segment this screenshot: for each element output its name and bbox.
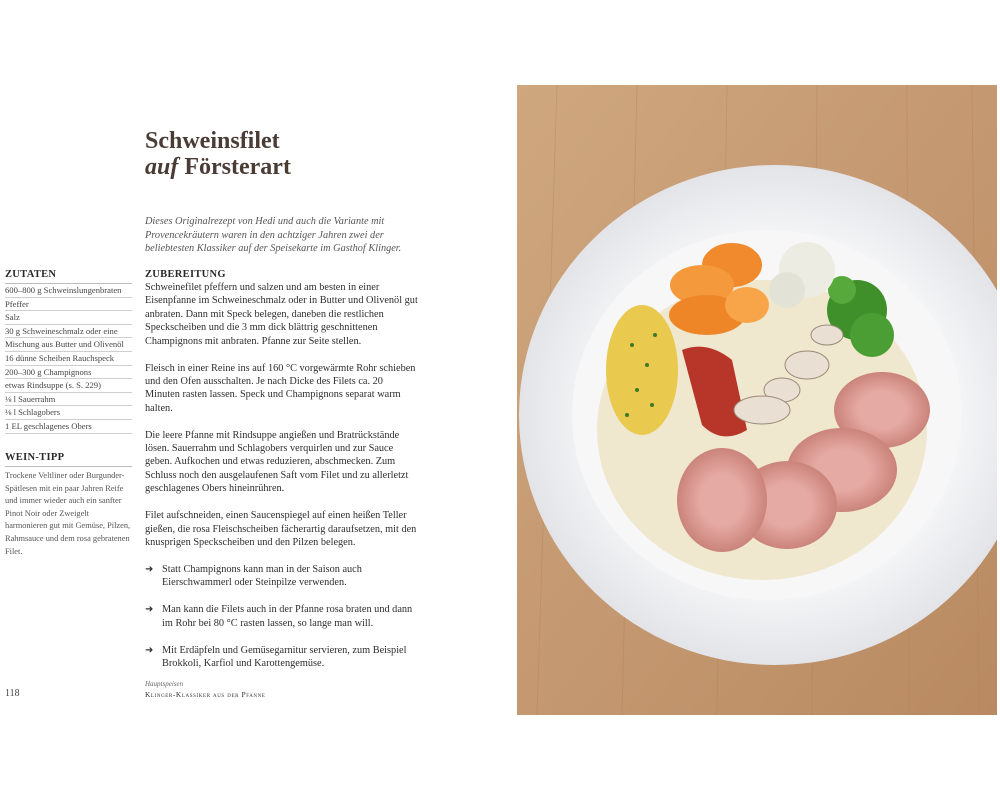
tip-item xyxy=(145,563,420,590)
ingredients-box xyxy=(5,269,132,434)
preparation-step: Die leere Pfanne mit Rindsuppe angießen und Bratrückstände lösen. Sauerrahm und Schlagobers verquirlen und zur Sauce geben. Aufkochen und etwas reduzieren, abschmecken. Zum Schluss noch den ausgelaufenen Saft vom Filet und zu allerletzt geschlagenes Obers hineinrühren. xyxy=(145,429,409,495)
ingredient-item: 16 dünne Scheiben Rauchspeck xyxy=(5,352,132,366)
ingredient-item: 1 EL geschlagenes Obers xyxy=(5,420,132,434)
tips-list xyxy=(145,563,420,670)
ingredient-item: 30 g Schweineschmalz oder eine xyxy=(5,325,132,339)
page-number: 118 xyxy=(5,688,20,699)
ingredient-item: Pfeffer xyxy=(5,298,132,312)
title-italic-word: auf xyxy=(145,154,179,180)
ingredient-item: ⅛ l Schlagobers xyxy=(5,406,132,420)
running-footer xyxy=(145,680,266,700)
preparation-step: Filet aufschneiden, einen Saucenspiegel auf einen heißen Teller gießen, die rosa Fleischscheiben fächerartig daraufsetzen, mit den knusprigen Speckscheiben und den Pilzen belegen. xyxy=(145,510,417,548)
tip-text: Statt Champignons kann man in der Saison auch Eierschwammerl oder Steinpilze verwenden. xyxy=(162,563,362,589)
ingredients-list xyxy=(5,284,132,434)
arrow-right-icon: ➜ xyxy=(145,563,154,575)
wine-tip-text: Trockene Veltliner oder Burgunder-Spätlesen mit ein paar Jahren Reife und immer wieder auch ein sanfter Pinot Noir oder Zweigelt harmonieren gut mit Gemüse, Pilzen, Rahmsauce und dem rosa gebratenen Filet. xyxy=(5,471,131,556)
tip-text: Mit Erdäpfeln und Gemüsegarnitur servieren, zum Beispiel Brokkoli, Karfiol und Karottengemüse. xyxy=(162,644,407,669)
parsley-potato xyxy=(606,305,678,435)
tip-item xyxy=(145,644,420,671)
wine-tip-heading: WEIN-TIPP xyxy=(5,452,132,467)
preparation-step: Fleisch in einer Reine ins auf 160 °C vorgewärmte Rohr schieben und den Ofen ausschalten. Je nach Dicke des Filets ca. 20 Minuten rasten lassen. Speck und Champignons separat warm halten. xyxy=(145,362,416,414)
tip-item xyxy=(145,603,420,630)
ingredient-item: Mischung aus Butter und Olivenöl xyxy=(5,338,132,352)
tip-text: Man kann die Filets auch in der Pfanne rosa braten und dann im Rohr bei 80 °C rasten lassen, so lange man will. xyxy=(162,604,413,629)
wine-tip-box xyxy=(5,452,132,558)
preparation-section xyxy=(145,269,420,684)
ingredient-item: Salz xyxy=(5,311,132,325)
dish-photo xyxy=(517,85,997,715)
ingredient-item: etwas Rindsuppe (s. S. 229) xyxy=(5,379,132,393)
footer-chapter: Klinger-Klassiker aus der Pfanne xyxy=(145,690,266,699)
ingredients-heading: ZUTATEN xyxy=(5,269,132,284)
recipe-intro: Dieses Originalrezept von Hedi und auch die Variante mit Provencekräutern waren in den achtziger Jahren zwei der beliebtesten Klassiker auf der Speisekarte im Gasthof Klinger. xyxy=(145,216,402,254)
ingredient-item: ⅛ l Sauerrahm xyxy=(5,393,132,407)
title-line-2-rest: Försterart xyxy=(184,154,291,180)
footer-section: Hauptspeisen xyxy=(145,680,184,688)
preparation-step: Schweinefilet pfeffern und salzen und am besten in einer Eisenpfanne im Schweineschmalz oder in Butter und Olivenöl gut anbraten. Dann mit Speck belegen, daneben die restlichen Speckscheiben und die 3 mm dick blättrig geschnittenen Champignons mit anbraten. Pfanne zur Seite stellen. xyxy=(145,282,418,347)
arrow-right-icon: ➜ xyxy=(145,604,154,616)
preparation-heading: ZUBEREITUNG xyxy=(145,269,226,280)
title-line-1: Schweinsfilet xyxy=(145,128,280,154)
plated-pork-filet-photo xyxy=(517,85,997,715)
ingredient-item: 200–300 g Champignons xyxy=(5,366,132,380)
ingredient-item: 600–800 g Schweinslungenbraten xyxy=(5,284,132,298)
preparation-steps xyxy=(145,281,420,549)
title-line-2 xyxy=(145,154,475,180)
arrow-right-icon: ➜ xyxy=(145,644,154,656)
recipe-title xyxy=(145,128,475,180)
